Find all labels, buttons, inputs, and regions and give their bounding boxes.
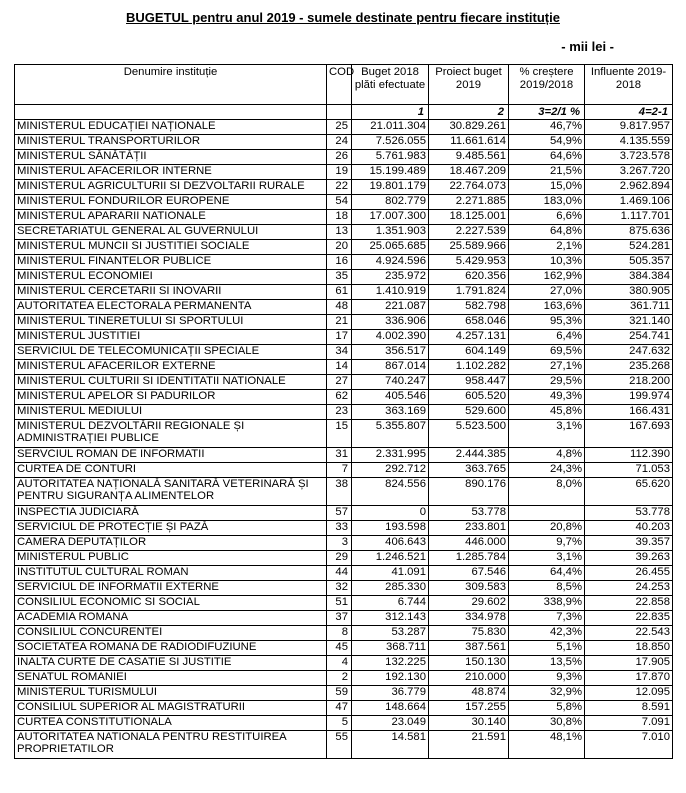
growth-cell: 5,1% [509,641,585,656]
influence-cell: 361.711 [585,300,673,315]
table-row [15,611,673,626]
institution-name-cell: SOCIETATEA ROMANA DE RADIODIFUZIUNE [15,641,327,656]
project-2019-cell: 9.485.561 [429,150,509,165]
influence-cell: 12.095 [585,686,673,701]
institution-name-cell: MINISTERUL MEDIULUI [15,405,327,420]
index-row [15,105,673,120]
growth-cell: 49,3% [509,390,585,405]
table-row [15,506,673,521]
cod-cell: 32 [327,581,352,596]
cod-cell: 17 [327,330,352,345]
index-cell-1: 1 [352,105,429,120]
document-title: BUGETUL pentru anul 2019 - sumele destinate pentru fiecare instituție [126,10,560,25]
institution-name-cell: SERVICIUL DE TELECOMUNICAȚII SPECIALE [15,345,327,360]
growth-cell: 6,4% [509,330,585,345]
budget-2018-cell: 41.091 [352,566,429,581]
table-body [15,120,673,759]
institution-name-cell: MINISTERUL CERCETARII SI INOVARII [15,285,327,300]
institution-name-cell: SENATUL ROMANIEI [15,671,327,686]
influence-cell: 39.263 [585,551,673,566]
table-row [15,581,673,596]
budget-2018-cell: 221.087 [352,300,429,315]
influence-cell: 112.390 [585,448,673,463]
cod-cell: 8 [327,626,352,641]
table-row [15,345,673,360]
project-2019-cell: 210.000 [429,671,509,686]
growth-cell: 27,0% [509,285,585,300]
institution-name-cell: AUTORITATEA ELECTORALA PERMANENTA [15,300,327,315]
index-cell-empty [15,105,327,120]
institution-name-cell: MINISTERUL APELOR SI PADURILOR [15,390,327,405]
growth-cell: 15,0% [509,180,585,195]
growth-cell: 9,3% [509,671,585,686]
institution-name-cell: CURTEA CONSTITUTIONALA [15,716,327,731]
budget-2018-cell: 356.517 [352,345,429,360]
table-row [15,596,673,611]
institution-name-cell: AUTORITATEA NATIONALA PENTRU RESTITUIREA PROPRIETATILOR [15,731,327,759]
project-2019-cell: 11.661.614 [429,135,509,150]
institution-name-cell: MINISTERUL EDUCAȚIEI NAȚIONALE [15,120,327,135]
cod-cell: 3 [327,536,352,551]
project-2019-cell: 75.830 [429,626,509,641]
cod-cell: 2 [327,671,352,686]
budget-2018-cell: 336.906 [352,315,429,330]
project-2019-cell: 363.765 [429,463,509,478]
table-row [15,300,673,315]
growth-cell: 21,5% [509,165,585,180]
budget-2018-cell: 6.744 [352,596,429,611]
influence-cell: 235.268 [585,360,673,375]
influence-cell: 22.858 [585,596,673,611]
influence-cell: 22.543 [585,626,673,641]
budget-2018-cell: 405.546 [352,390,429,405]
table-row [15,135,673,150]
institution-name-cell: INALTA CURTE DE CASATIE SI JUSTITIE [15,656,327,671]
table-row [15,420,673,448]
header-budget-2018: Buget 2018 plăti efectuate [352,65,429,105]
table-row [15,150,673,165]
project-2019-cell: 620.356 [429,270,509,285]
growth-cell: 32,9% [509,686,585,701]
influence-cell: 2.962.894 [585,180,673,195]
institution-name-cell: MINISTERUL TINERETULUI SI SPORTULUI [15,315,327,330]
influence-cell: 18.850 [585,641,673,656]
influence-cell: 384.384 [585,270,673,285]
growth-cell: 163,6% [509,300,585,315]
table-row [15,716,673,731]
influence-cell: 17.870 [585,671,673,686]
influence-cell: 26.455 [585,566,673,581]
influence-cell: 17.905 [585,656,673,671]
cod-cell: 14 [327,360,352,375]
budget-2018-cell: 53.287 [352,626,429,641]
table-row [15,448,673,463]
project-2019-cell: 22.764.073 [429,180,509,195]
cod-cell: 45 [327,641,352,656]
project-2019-cell: 2.227.539 [429,225,509,240]
budget-2018-cell: 14.581 [352,731,429,759]
project-2019-cell: 18.467.209 [429,165,509,180]
project-2019-cell: 2.271.885 [429,195,509,210]
influence-cell: 247.632 [585,345,673,360]
index-cell-4: 4=2-1 [585,105,673,120]
institution-name-cell: MINISTERUL FINANTELOR PUBLICE [15,255,327,270]
unit-label: - mii lei - [561,39,614,54]
table-row [15,641,673,656]
project-2019-cell: 582.798 [429,300,509,315]
institution-name-cell: CONSILIUL SUPERIOR AL MAGISTRATURII [15,701,327,716]
project-2019-cell: 658.046 [429,315,509,330]
influence-cell: 39.357 [585,536,673,551]
cod-cell: 47 [327,701,352,716]
table-row [15,536,673,551]
budget-2018-cell: 292.712 [352,463,429,478]
table-row [15,701,673,716]
cod-cell: 13 [327,225,352,240]
growth-cell: 338,9% [509,596,585,611]
project-2019-cell: 1.791.824 [429,285,509,300]
budget-2018-cell: 2.331.995 [352,448,429,463]
cod-cell: 59 [327,686,352,701]
cod-cell: 7 [327,463,352,478]
cod-cell: 29 [327,551,352,566]
table-row [15,315,673,330]
budget-2018-cell: 363.169 [352,405,429,420]
influence-cell: 40.203 [585,521,673,536]
table-row [15,195,673,210]
cod-cell: 44 [327,566,352,581]
institution-name-cell: SERVICIUL DE PROTECȚIE ȘI PAZĂ [15,521,327,536]
cod-cell: 57 [327,506,352,521]
project-2019-cell: 48.874 [429,686,509,701]
influence-cell: 1.469.106 [585,195,673,210]
cod-cell: 35 [327,270,352,285]
influence-cell: 8.591 [585,701,673,716]
institution-name-cell: MINISTERUL MUNCII SI JUSTITIEI SOCIALE [15,240,327,255]
growth-cell: 48,1% [509,731,585,759]
header-project-2019: Proiect buget 2019 [429,65,509,105]
budget-2018-cell: 25.065.685 [352,240,429,255]
table-row [15,360,673,375]
cod-cell: 55 [327,731,352,759]
influence-cell: 24.253 [585,581,673,596]
budget-table [14,64,673,759]
cod-cell: 27 [327,375,352,390]
budget-2018-cell: 368.711 [352,641,429,656]
institution-name-cell: CURTEA DE CONTURI [15,463,327,478]
budget-2018-cell: 36.779 [352,686,429,701]
growth-cell: 8,5% [509,581,585,596]
table-row [15,566,673,581]
cod-cell: 15 [327,420,352,448]
growth-cell: 13,5% [509,656,585,671]
header-name: Denumire instituție [15,65,327,105]
influence-cell: 875.636 [585,225,673,240]
institution-name-cell: MINISTERUL AGRICULTURII SI DEZVOLTARII RURALE [15,180,327,195]
cod-cell: 23 [327,405,352,420]
project-2019-cell: 387.561 [429,641,509,656]
table-row [15,330,673,345]
cod-cell: 25 [327,120,352,135]
cod-cell: 61 [327,285,352,300]
index-cell-3: 3=2/1 % [509,105,585,120]
budget-2018-cell: 17.007.300 [352,210,429,225]
influence-cell: 53.778 [585,506,673,521]
budget-2018-cell: 312.143 [352,611,429,626]
project-2019-cell: 2.444.385 [429,448,509,463]
growth-cell: 10,3% [509,255,585,270]
budget-2018-cell: 1.246.521 [352,551,429,566]
budget-2018-cell: 15.199.489 [352,165,429,180]
institution-name-cell: MINISTERUL TRANSPORTURILOR [15,135,327,150]
growth-cell: 46,7% [509,120,585,135]
cod-cell: 24 [327,135,352,150]
header-growth: % creștere 2019/2018 [509,65,585,105]
header-cod: COD [327,65,352,105]
influence-cell: 7.010 [585,731,673,759]
institution-name-cell: MINISTERUL TURISMULUI [15,686,327,701]
growth-cell: 64,8% [509,225,585,240]
institution-name-cell: MINISTERUL FONDURILOR EUROPENE [15,195,327,210]
influence-cell: 65.620 [585,478,673,506]
growth-cell: 3,1% [509,420,585,448]
influence-cell: 4.135.559 [585,135,673,150]
growth-cell: 95,3% [509,315,585,330]
growth-cell: 162,9% [509,270,585,285]
growth-cell: 64,6% [509,150,585,165]
project-2019-cell: 29.602 [429,596,509,611]
institution-name-cell: SECRETARIATUL GENERAL AL GUVERNULUI [15,225,327,240]
budget-2018-cell: 7.526.055 [352,135,429,150]
institution-name-cell: MINISTERUL AFACERILOR INTERNE [15,165,327,180]
institution-name-cell: SERVICIUL DE INFORMATII EXTERNE [15,581,327,596]
growth-cell: 45,8% [509,405,585,420]
project-2019-cell: 53.778 [429,506,509,521]
header-influence: Influente 2019-2018 [585,65,673,105]
influence-cell: 22.835 [585,611,673,626]
influence-cell: 167.693 [585,420,673,448]
budget-2018-cell: 132.225 [352,656,429,671]
project-2019-cell: 30.140 [429,716,509,731]
influence-cell: 254.741 [585,330,673,345]
growth-cell: 69,5% [509,345,585,360]
project-2019-cell: 334.978 [429,611,509,626]
cod-cell: 34 [327,345,352,360]
growth-cell: 42,3% [509,626,585,641]
budget-2018-cell: 5.355.807 [352,420,429,448]
project-2019-cell: 309.583 [429,581,509,596]
growth-cell: 6,6% [509,210,585,225]
cod-cell: 62 [327,390,352,405]
budget-2018-cell: 21.011.304 [352,120,429,135]
table-row [15,375,673,390]
cod-cell: 22 [327,180,352,195]
budget-2018-cell: 148.664 [352,701,429,716]
cod-cell: 48 [327,300,352,315]
budget-2018-cell: 740.247 [352,375,429,390]
influence-cell: 218.200 [585,375,673,390]
institution-name-cell: AUTORITATEA NAȚIONALĂ SANITARĂ VETERINARĂ ȘI PENTRU SIGURANȚA ALIMENTELOR [15,478,327,506]
project-2019-cell: 150.130 [429,656,509,671]
growth-cell: 64,4% [509,566,585,581]
budget-2018-cell: 802.779 [352,195,429,210]
table-row [15,390,673,405]
budget-2018-cell: 824.556 [352,478,429,506]
institution-name-cell: MINISTERUL AFACERILOR EXTERNE [15,360,327,375]
budget-2018-cell: 23.049 [352,716,429,731]
cod-cell: 51 [327,596,352,611]
project-2019-cell: 1.102.282 [429,360,509,375]
project-2019-cell: 25.589.966 [429,240,509,255]
growth-cell: 7,3% [509,611,585,626]
growth-cell: 2,1% [509,240,585,255]
table-row [15,225,673,240]
project-2019-cell: 5.523.500 [429,420,509,448]
table-row [15,210,673,225]
cod-cell: 19 [327,165,352,180]
institution-name-cell: CAMERA DEPUTAȚILOR [15,536,327,551]
project-2019-cell: 446.000 [429,536,509,551]
budget-2018-cell: 1.351.903 [352,225,429,240]
growth-cell: 5,8% [509,701,585,716]
institution-name-cell: CONSILIUL ECONOMIC SI SOCIAL [15,596,327,611]
cod-cell: 54 [327,195,352,210]
institution-name-cell: MINISTERUL DEZVOLTĂRII REGIONALE ȘI ADMINISTRAȚIEI PUBLICE [15,420,327,448]
influence-cell: 3.267.720 [585,165,673,180]
institution-name-cell: INSPECTIA JUDICIARĂ [15,506,327,521]
budget-2018-cell: 4.002.390 [352,330,429,345]
growth-cell: 54,9% [509,135,585,150]
institution-name-cell: INSTITUTUL CULTURAL ROMAN [15,566,327,581]
cod-cell: 21 [327,315,352,330]
project-2019-cell: 604.149 [429,345,509,360]
influence-cell: 505.357 [585,255,673,270]
growth-cell: 8,0% [509,478,585,506]
cod-cell: 16 [327,255,352,270]
cod-cell: 4 [327,656,352,671]
project-2019-cell: 30.829.261 [429,120,509,135]
table-row [15,551,673,566]
budget-2018-cell: 1.410.919 [352,285,429,300]
influence-cell: 3.723.578 [585,150,673,165]
budget-2018-cell: 5.761.983 [352,150,429,165]
cod-cell: 38 [327,478,352,506]
table-row [15,478,673,506]
project-2019-cell: 529.600 [429,405,509,420]
institution-name-cell: MINISTERUL JUSTITIEI [15,330,327,345]
budget-2018-cell: 192.130 [352,671,429,686]
project-2019-cell: 67.546 [429,566,509,581]
project-2019-cell: 958.447 [429,375,509,390]
budget-2018-cell: 406.643 [352,536,429,551]
influence-cell: 1.117.701 [585,210,673,225]
growth-cell: 27,1% [509,360,585,375]
project-2019-cell: 5.429.953 [429,255,509,270]
header-row [15,65,673,105]
table-row [15,180,673,195]
budget-2018-cell: 4.924.596 [352,255,429,270]
budget-2018-cell: 0 [352,506,429,521]
project-2019-cell: 18.125.001 [429,210,509,225]
index-cell-empty [327,105,352,120]
budget-2018-cell: 235.972 [352,270,429,285]
cod-cell: 18 [327,210,352,225]
institution-name-cell: MINISTERUL ECONOMIEI [15,270,327,285]
project-2019-cell: 1.285.784 [429,551,509,566]
table-row [15,656,673,671]
table-row [15,671,673,686]
growth-cell: 24,3% [509,463,585,478]
cod-cell: 37 [327,611,352,626]
table-row [15,626,673,641]
growth-cell: 29,5% [509,375,585,390]
institution-name-cell: MINISTERUL APARARII NATIONALE [15,210,327,225]
growth-cell: 3,1% [509,551,585,566]
influence-cell: 7.091 [585,716,673,731]
influence-cell: 71.053 [585,463,673,478]
cod-cell: 31 [327,448,352,463]
influence-cell: 321.140 [585,315,673,330]
growth-cell: 9,7% [509,536,585,551]
table-row [15,405,673,420]
institution-name-cell: MINISTERUL CULTURII SI IDENTITATII NATIONALE [15,375,327,390]
table-row [15,270,673,285]
cod-cell: 33 [327,521,352,536]
influence-cell: 9.817.957 [585,120,673,135]
index-cell-2: 2 [429,105,509,120]
institution-name-cell: CONSILIUL CONCURENTEI [15,626,327,641]
cod-cell: 20 [327,240,352,255]
influence-cell: 524.281 [585,240,673,255]
project-2019-cell: 21.591 [429,731,509,759]
table-row [15,731,673,759]
influence-cell: 380.905 [585,285,673,300]
institution-name-cell: MINISTERUL SĂNĂTĂȚII [15,150,327,165]
table-row [15,686,673,701]
budget-2018-cell: 193.598 [352,521,429,536]
project-2019-cell: 890.176 [429,478,509,506]
growth-cell: 20,8% [509,521,585,536]
budget-2018-cell: 19.801.179 [352,180,429,195]
growth-cell: 183,0% [509,195,585,210]
budget-2018-cell: 285.330 [352,581,429,596]
table-row [15,120,673,135]
cod-cell: 5 [327,716,352,731]
table-row [15,255,673,270]
growth-cell: 4,8% [509,448,585,463]
table-row [15,240,673,255]
influence-cell: 199.974 [585,390,673,405]
project-2019-cell: 605.520 [429,390,509,405]
cod-cell: 26 [327,150,352,165]
institution-name-cell: ACADEMIA ROMANA [15,611,327,626]
table-row [15,521,673,536]
budget-2018-cell: 867.014 [352,360,429,375]
table-row [15,463,673,478]
table-row [15,165,673,180]
table-row [15,285,673,300]
institution-name-cell: MINISTERUL PUBLIC [15,551,327,566]
project-2019-cell: 157.255 [429,701,509,716]
growth-cell: 30,8% [509,716,585,731]
project-2019-cell: 233.801 [429,521,509,536]
growth-cell [509,506,585,521]
institution-name-cell: SERVCIUL ROMAN DE INFORMATII [15,448,327,463]
project-2019-cell: 4.257.131 [429,330,509,345]
influence-cell: 166.431 [585,405,673,420]
